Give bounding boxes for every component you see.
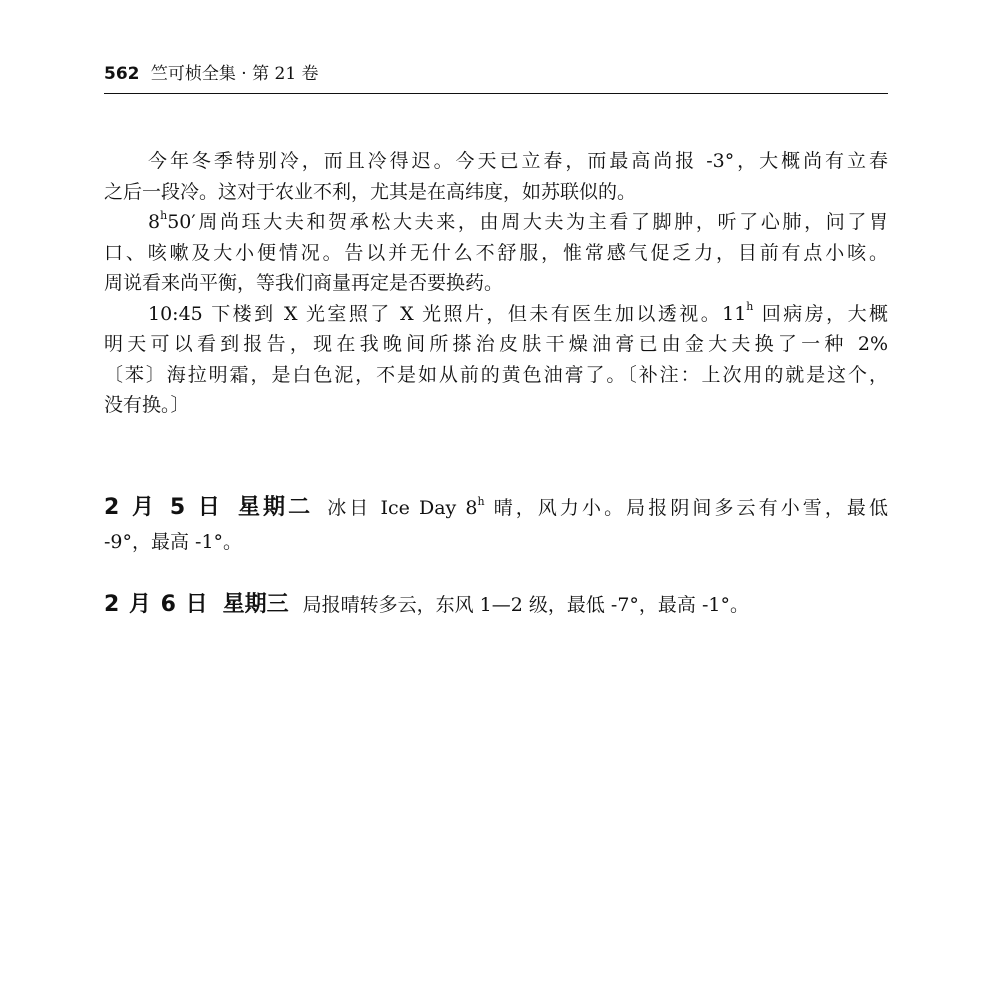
paragraph-text: 10:45 下楼到 X 光室照了 X 光照片，但未有医生加以透视。11	[148, 302, 747, 325]
paragraph-line: 之后一段冷。这对于农业不利，尤其是在高纬度，如苏联似的。	[104, 180, 637, 203]
entry-date: 2 月 6 日	[104, 592, 209, 617]
paragraph-line: 今年冬季特别冷，而且冷得迟。今天已立春，而最高尚报 -3°，大概尚有立春	[148, 150, 888, 172]
time-hour: 8	[148, 211, 161, 233]
entry-weekday: 星期二	[237, 495, 314, 520]
entry-text: 晴，风力小。局报阴间多云有小雪，最低	[484, 497, 888, 519]
hour-superscript: h	[746, 300, 754, 314]
paragraph-line: 没有换。〕	[104, 394, 190, 416]
entry-weekday: 星期三	[222, 592, 289, 617]
paragraph-text: 50′周尚珏大夫和贺承松大夫来，由周大夫为主看了脚肿，听了心肺，问了胃	[167, 211, 888, 233]
entry-date: 2 月 5 日	[104, 495, 224, 520]
paragraph-line	[104, 207, 888, 238]
paragraph-text: 回病房，大概	[753, 302, 888, 325]
paragraph-line	[104, 299, 888, 330]
hour-superscript: h	[160, 208, 168, 222]
page-number: 562	[104, 64, 140, 84]
diary-entry	[104, 491, 888, 559]
paragraph-line: 明天可以看到报告，现在我晚间所搽治皮肤干燥油膏已由金大夫换了一种 2%	[104, 333, 888, 355]
entry-line	[104, 588, 888, 622]
header-rule	[104, 93, 888, 94]
running-header	[104, 62, 888, 86]
paragraph-line: 口、咳嗽及大小便情况。告以并无什么不舒服，惟常感气促乏力，目前有点小咳。	[104, 241, 888, 264]
diary-entry	[104, 588, 888, 622]
entry-text: 冰日 Ice Day 8	[327, 497, 478, 519]
entry-text: 局报晴转多云，东风 1—2 级，最低 -7°，最高 -1°。	[302, 594, 749, 616]
running-title: 竺可桢全集 · 第 21 卷	[150, 64, 319, 84]
hour-superscript: h	[477, 494, 485, 508]
paragraph-line: 周说看来尚平衡，等我们商量再定是否要换药。	[104, 272, 504, 294]
entry-line	[104, 491, 888, 525]
entry-line: -9°，最高 -1°。	[104, 531, 243, 553]
main-text	[104, 146, 888, 421]
paragraph-line: 〔苯〕海拉明霜，是白色泥，不是如从前的黄色油膏了。〔补注：上次用的就是这个，	[104, 363, 888, 386]
